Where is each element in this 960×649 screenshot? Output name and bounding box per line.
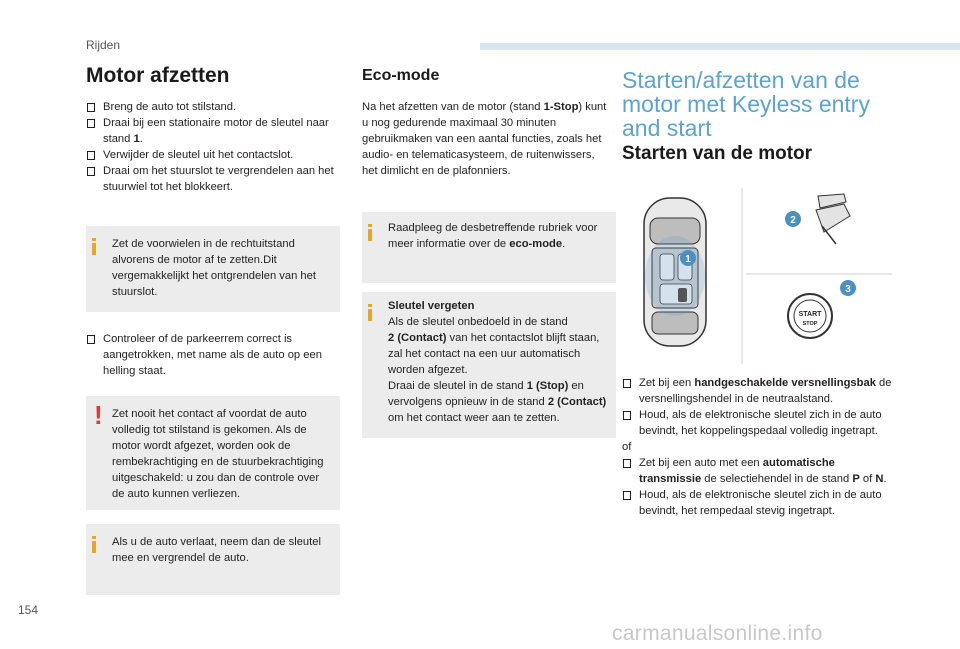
- eco-intro: Na het afzetten van de motor (stand 1-Stop) kunt u nog gedurende maximaal 30 minuten gebruikmaken van een aantal functies, zoals het audio- en telematicasysteem, de ruitenwissers, het dimlicht en de plafonniers.: [362, 101, 607, 177]
- or-label: of: [622, 441, 632, 453]
- callout-3: [840, 280, 856, 296]
- info-icon: [92, 238, 96, 255]
- svg-text:STOP: STOP: [802, 321, 818, 327]
- page-number: 154: [18, 603, 39, 617]
- title-motor-afzetten: Motor afzetten: [86, 64, 230, 87]
- warning-icon: !: [94, 400, 103, 430]
- watermark: carmanualsonline.info: [612, 622, 823, 645]
- car-topview-image: [644, 198, 706, 346]
- note-lock-text: Als u de auto verlaat, neem dan de sleutel mee en vergrendel de auto.: [112, 536, 321, 564]
- start-step-2: Houd, als de elektronische sleutel zich in de auto bevindt, het koppelingspedaal volledig ingetrapt.: [622, 407, 894, 439]
- note-wheels: [86, 226, 340, 312]
- step-3: Verwijder de sleutel uit het contactslot.: [86, 147, 342, 163]
- start-step-4: Houd, als de elektronische sleutel zich in de auto bevindt, het rempedaal stevig ingetrapt.: [622, 487, 894, 519]
- steps-list: [86, 99, 342, 195]
- warning-box: [86, 396, 340, 510]
- note-wheels-text: Zet de voorwielen in de rechtuitstand alvorens de motor af te zetten.Dit vergemakkelijkt het ontgrendelen van het stuurslot.: [112, 238, 316, 298]
- svg-text:2: 2: [790, 215, 796, 226]
- info-icon: [368, 224, 372, 241]
- svg-text:3: 3: [845, 284, 851, 295]
- header-bar: [480, 43, 960, 50]
- info-icon: [92, 536, 96, 553]
- title-keyless: Starten/afzetten van de motor met Keyless entry and start: [622, 67, 870, 141]
- svg-text:START: START: [798, 311, 822, 318]
- svg-text:1: 1: [685, 254, 691, 265]
- step-2: Draai bij een stationaire motor de sleutel naar stand 1.: [86, 115, 342, 147]
- section-header: Rijden: [86, 38, 121, 52]
- title-eco-mode: Eco-mode: [362, 67, 440, 84]
- step-1: Breng de auto tot stilstand.: [86, 99, 342, 115]
- keyless-illustration: [622, 186, 892, 364]
- warning-text: Zet nooit het contact af voordat de auto volledig tot stilstand is gekomen. Als de motor wordt afgezet, worden ook de rembekrachtiging en de stuurbekrachtiging uitgeschakeld: u zou dan de controle over de auto kunnen verliezen.: [112, 408, 324, 500]
- note-eco: [362, 212, 616, 283]
- note-lock: [86, 524, 340, 595]
- start-stop-button-image: [788, 294, 832, 338]
- pedal-image: [816, 194, 850, 244]
- note-forgotten-key: [362, 292, 616, 438]
- start-step-3: Zet bij een auto met een automatische transmissie de selectiehendel in de stand P of N.: [622, 455, 894, 487]
- note-eco-text: Raadpleeg de desbetreffende rubriek voor meer informatie over de eco-mode.: [388, 222, 598, 250]
- note-forgotten-key-text: Sleutel vergeten Als de sleutel onbedoeld in de stand 2 (Contact) van het contactslot blijft staan, zal het contact na een uur automatisch worden afgezet. Draai de sleutel in de stand 1 (Stop) en vervolgens opnieuw in de stand 2 (Contact) om het contact weer aan te zetten.: [388, 300, 607, 424]
- subtitle-starten: Starten van de motor: [622, 143, 813, 164]
- step-4: Draai om het stuurslot te vergrendelen aan het stuurwiel tot het blokkeert.: [86, 163, 342, 195]
- start-step-1: Zet bij een handgeschakelde versnellingsbak de versnellingshendel in de neutraalstand.: [622, 375, 894, 407]
- callout-2: [785, 211, 801, 227]
- callout-1: [680, 250, 696, 266]
- step-5: Controleer of de parkeerrem correct is aangetrokken, met name als de auto op een helling staat.: [86, 331, 342, 379]
- start-steps: [622, 375, 894, 519]
- info-icon: [368, 304, 372, 321]
- step-5-list: [86, 331, 342, 379]
